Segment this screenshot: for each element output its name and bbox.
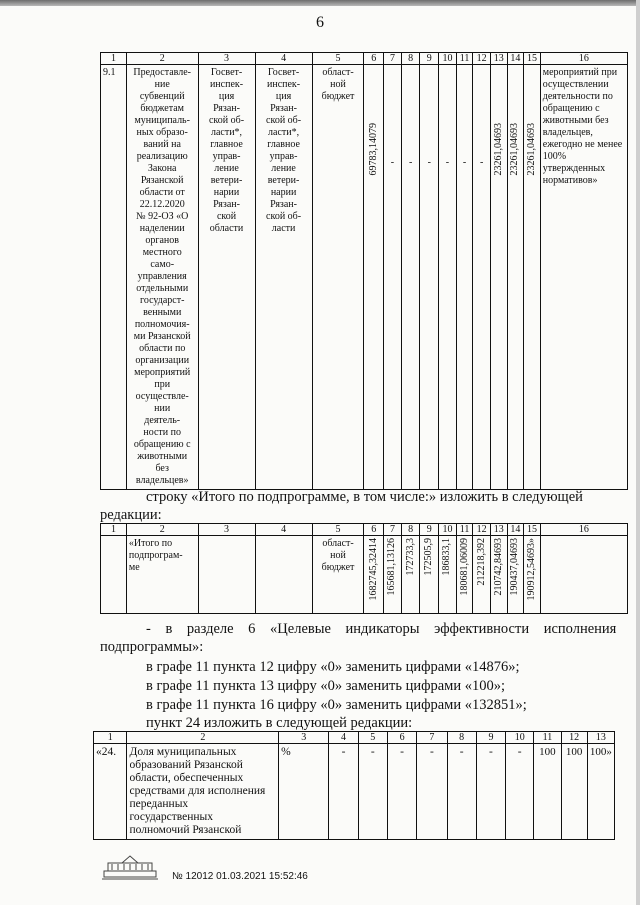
column-number: 4 bbox=[329, 732, 358, 744]
text-line: мероприятий bbox=[134, 367, 191, 378]
text-line: животными bbox=[137, 451, 188, 462]
column-number: 6 bbox=[364, 524, 384, 536]
row-number: «24. bbox=[94, 744, 127, 840]
column-number: 14 bbox=[507, 524, 524, 536]
column-number: 9 bbox=[476, 732, 505, 744]
column-number: 1 bbox=[101, 53, 127, 65]
text-line: 100% bbox=[542, 151, 567, 162]
column-number-row bbox=[94, 732, 615, 744]
text-line: животными без bbox=[542, 115, 609, 126]
column-number: 1 bbox=[94, 732, 127, 744]
text-line: «Итого по bbox=[128, 538, 173, 549]
text-line: Доля муниципальных bbox=[129, 746, 237, 758]
value-cell: - bbox=[329, 744, 358, 840]
text-line: ваний на bbox=[143, 139, 181, 150]
value-cell: 165681,13126 bbox=[384, 536, 402, 614]
value-cell: - bbox=[506, 744, 534, 840]
text-line: инспек- bbox=[267, 79, 301, 90]
text-line: утвержденных bbox=[542, 163, 606, 174]
value-cell: 210742,84693 bbox=[490, 536, 507, 614]
column-number: 13 bbox=[490, 53, 507, 65]
value-cell: - bbox=[420, 65, 439, 490]
column-number: 13 bbox=[587, 732, 614, 744]
instruction-text: в графе 11 пункта 12 цифру «0» заменить цифрами «14876»; bbox=[146, 659, 520, 675]
value-cell: - bbox=[473, 65, 491, 490]
text-line: области по bbox=[139, 343, 186, 354]
text-line: управления bbox=[137, 271, 187, 282]
text-line: Закона bbox=[147, 163, 177, 174]
value-cell: - bbox=[456, 65, 473, 490]
text-line: бюджет bbox=[321, 91, 355, 102]
measure-description bbox=[126, 65, 198, 490]
text-line: ской об- bbox=[208, 115, 245, 126]
text-line: Рязан- bbox=[270, 199, 297, 210]
column-number: 10 bbox=[506, 732, 534, 744]
instruction-text: в графе 11 пункта 13 цифру «0» заменить цифрами «100»; bbox=[146, 678, 506, 694]
text-line: области от bbox=[139, 187, 185, 198]
text-line: ме bbox=[128, 562, 140, 573]
column-number: 15 bbox=[524, 524, 541, 536]
text-line: средствами для исполнения bbox=[129, 785, 266, 797]
text-line: бюджет bbox=[321, 562, 355, 573]
column-number: 9 bbox=[420, 53, 439, 65]
text-line: мероприятий при bbox=[542, 67, 618, 78]
column-number: 7 bbox=[384, 53, 402, 65]
text-line: само- bbox=[150, 259, 175, 270]
column-number: 12 bbox=[561, 732, 587, 744]
column-number: 5 bbox=[312, 53, 364, 65]
column-number: 9 bbox=[420, 524, 439, 536]
column-number: 12 bbox=[473, 53, 491, 65]
value-cell: - bbox=[476, 744, 505, 840]
text-line: области, обеспеченных bbox=[129, 772, 244, 784]
text-line: 22.12.2020 bbox=[139, 199, 185, 210]
value-cell: 69783,14079 bbox=[364, 65, 384, 490]
column-number: 7 bbox=[384, 524, 402, 536]
value-cell: 190912,54693» bbox=[524, 536, 541, 614]
text-line: главное bbox=[267, 139, 300, 150]
program-table bbox=[100, 52, 628, 490]
text-line: образований Рязанской bbox=[129, 759, 243, 771]
indicator-table bbox=[93, 731, 615, 840]
row-number: 9.1 bbox=[101, 65, 127, 490]
subtotal-label bbox=[126, 536, 198, 614]
text-line: полномочий Рязанской bbox=[129, 824, 242, 836]
value-cell: 100 bbox=[534, 744, 561, 840]
value-cell: - bbox=[447, 744, 476, 840]
text-line: ной bbox=[330, 79, 346, 90]
column-number: 11 bbox=[456, 524, 473, 536]
column-number: 10 bbox=[439, 53, 457, 65]
text-line: област- bbox=[322, 538, 354, 549]
text-line: управ- bbox=[269, 151, 298, 162]
text-line: подпрограм- bbox=[128, 550, 183, 561]
column-number: 3 bbox=[198, 524, 255, 536]
text-line: венными bbox=[143, 307, 182, 318]
column-number: 7 bbox=[417, 732, 447, 744]
text-line: главное bbox=[210, 139, 243, 150]
text-line: ных образо- bbox=[136, 127, 188, 138]
table-row bbox=[101, 65, 628, 490]
column-number: 2 bbox=[126, 524, 198, 536]
text-line: муниципаль- bbox=[134, 115, 190, 126]
text-line: владельцев» bbox=[135, 475, 189, 486]
text-line: обращению с bbox=[542, 103, 600, 114]
text-line: Рязан- bbox=[270, 103, 297, 114]
column-number: 5 bbox=[312, 524, 364, 536]
unit: % bbox=[279, 744, 329, 840]
text-line: ной bbox=[330, 550, 346, 561]
text-line: ление bbox=[271, 163, 296, 174]
value-cell: - bbox=[358, 744, 387, 840]
text-line: ция bbox=[218, 91, 235, 102]
text-line: деятель- bbox=[144, 415, 181, 426]
column-number: 16 bbox=[540, 53, 627, 65]
column-number: 14 bbox=[507, 53, 524, 65]
funding-source bbox=[312, 536, 364, 614]
text-line: ласти*, bbox=[210, 127, 243, 138]
text-line: Госвет- bbox=[210, 67, 243, 78]
text-line: деятельности по bbox=[542, 91, 613, 102]
text-line: ние bbox=[154, 79, 170, 90]
text-line: ежегодно не менее bbox=[542, 139, 623, 150]
column-number: 8 bbox=[447, 732, 476, 744]
column-number: 11 bbox=[534, 732, 561, 744]
text-line: осуществлении bbox=[542, 79, 609, 90]
text-line: нарии bbox=[213, 187, 240, 198]
text-line: наделении bbox=[139, 223, 185, 234]
text-line: области bbox=[209, 223, 244, 234]
instruction-text: - в разделе 6 «Целевые индикаторы эффективности исполнения bbox=[146, 621, 617, 637]
text-line: бюджетам bbox=[140, 103, 185, 114]
value-cell: 100» bbox=[587, 744, 614, 840]
funding-source bbox=[312, 65, 364, 490]
table-row bbox=[94, 744, 615, 840]
text-line: ми Рязанской bbox=[133, 331, 191, 342]
instruction-text: пункт 24 изложить в следующей редакции: bbox=[146, 715, 413, 731]
value-cell: 172505,9 bbox=[420, 536, 439, 614]
text-line: переданных bbox=[129, 798, 189, 810]
text-line: ской bbox=[216, 211, 237, 222]
scan-right-edge bbox=[636, 0, 640, 905]
value-cell: 23261,04693 bbox=[524, 65, 541, 490]
subtotal-table bbox=[100, 523, 628, 614]
value-cell: 23261,04693 bbox=[490, 65, 507, 490]
text-line: Предоставле- bbox=[133, 67, 191, 78]
text-line: инспек- bbox=[209, 79, 244, 90]
page-number: 6 bbox=[316, 14, 324, 31]
column-number: 3 bbox=[279, 732, 329, 744]
scan-top-edge bbox=[0, 0, 640, 6]
text-line: реализацию bbox=[136, 151, 188, 162]
instruction-text: редакции: bbox=[100, 507, 162, 523]
value-cell: 190437,04693 bbox=[507, 536, 524, 614]
column-number: 6 bbox=[364, 53, 384, 65]
value-cell: 1682745,32414 bbox=[364, 536, 384, 614]
instruction-text: в графе 11 пункта 16 цифру «0» заменить цифрами «132851»; bbox=[146, 697, 527, 713]
text-line: Рязан- bbox=[213, 103, 240, 114]
column-number: 8 bbox=[401, 524, 420, 536]
table-row bbox=[101, 536, 628, 614]
value-cell: - bbox=[387, 744, 416, 840]
instruction-text: строку «Итого по подпрограмме, в том числе:» изложить в следующей bbox=[146, 489, 583, 505]
text-line: государственных bbox=[129, 811, 214, 823]
text-line: Рязанской bbox=[140, 175, 184, 186]
executor-1 bbox=[198, 65, 255, 490]
text-line: № 92-ОЗ «О bbox=[136, 211, 189, 222]
text-line: ветери- bbox=[210, 175, 243, 186]
column-number: 15 bbox=[524, 53, 541, 65]
value-cell: - bbox=[439, 65, 457, 490]
text-line: местного bbox=[142, 247, 182, 258]
value-cell: 100 bbox=[561, 744, 587, 840]
text-line: осуществле- bbox=[135, 391, 189, 402]
text-line: ция bbox=[275, 91, 292, 102]
column-number: 6 bbox=[387, 732, 416, 744]
column-number: 2 bbox=[126, 53, 198, 65]
text-line: без bbox=[155, 463, 169, 474]
text-line: нии bbox=[154, 403, 171, 414]
value-cell: - bbox=[384, 65, 402, 490]
column-number: 1 bbox=[101, 524, 127, 536]
column-number: 5 bbox=[358, 732, 387, 744]
text-line: управ- bbox=[212, 151, 241, 162]
value-cell: 23261,04693 bbox=[507, 65, 524, 490]
value-cell: 212218,392 bbox=[473, 536, 491, 614]
registration-stamp: № 12012 01.03.2021 15:52:46 bbox=[172, 871, 308, 882]
text-line: организации bbox=[135, 355, 190, 366]
text-line: Госвет- bbox=[267, 67, 300, 78]
text-line: органов bbox=[145, 235, 180, 246]
text-line: ности по bbox=[143, 427, 182, 438]
text-line: субвенций bbox=[139, 91, 185, 102]
value-cell: 180681,06009 bbox=[456, 536, 473, 614]
column-number: 8 bbox=[401, 53, 420, 65]
text-line: ласти*, bbox=[268, 127, 300, 138]
column-number: 13 bbox=[490, 524, 507, 536]
text-line: ласти bbox=[271, 223, 296, 234]
indicator-description bbox=[127, 744, 279, 840]
column-number: 16 bbox=[540, 524, 627, 536]
column-number: 4 bbox=[255, 524, 312, 536]
column-number-row bbox=[101, 524, 628, 536]
column-number: 3 bbox=[198, 53, 255, 65]
text-line: нарии bbox=[270, 187, 297, 198]
text-line: Рязан- bbox=[213, 199, 240, 210]
text-line: ской об- bbox=[266, 211, 302, 222]
text-line: ление bbox=[214, 163, 239, 174]
text-line: нормативов» bbox=[542, 175, 598, 186]
government-building-stamp-icon bbox=[100, 853, 160, 883]
text-line: област- bbox=[322, 67, 354, 78]
value-cell: 186833,1 bbox=[439, 536, 457, 614]
column-number: 12 bbox=[473, 524, 491, 536]
executor-2 bbox=[255, 65, 312, 490]
expected-result bbox=[540, 65, 627, 490]
column-number-row bbox=[101, 53, 628, 65]
column-number: 10 bbox=[439, 524, 457, 536]
text-line: ветери- bbox=[267, 175, 300, 186]
instruction-text: подпрограммы»: bbox=[100, 639, 204, 655]
text-line: ской об- bbox=[266, 115, 302, 126]
text-line: владельцев, bbox=[542, 127, 593, 138]
text-line: отдельными bbox=[136, 283, 189, 294]
text-line: при bbox=[154, 379, 171, 390]
text-line: государст- bbox=[139, 295, 185, 306]
text-line: обращению с bbox=[133, 439, 191, 450]
value-cell: - bbox=[417, 744, 447, 840]
column-number: 4 bbox=[255, 53, 312, 65]
text-line: полномочия- bbox=[134, 319, 190, 330]
column-number: 11 bbox=[456, 53, 473, 65]
column-number: 2 bbox=[127, 732, 279, 744]
value-cell: 172733,3 bbox=[401, 536, 420, 614]
value-cell: - bbox=[401, 65, 420, 490]
